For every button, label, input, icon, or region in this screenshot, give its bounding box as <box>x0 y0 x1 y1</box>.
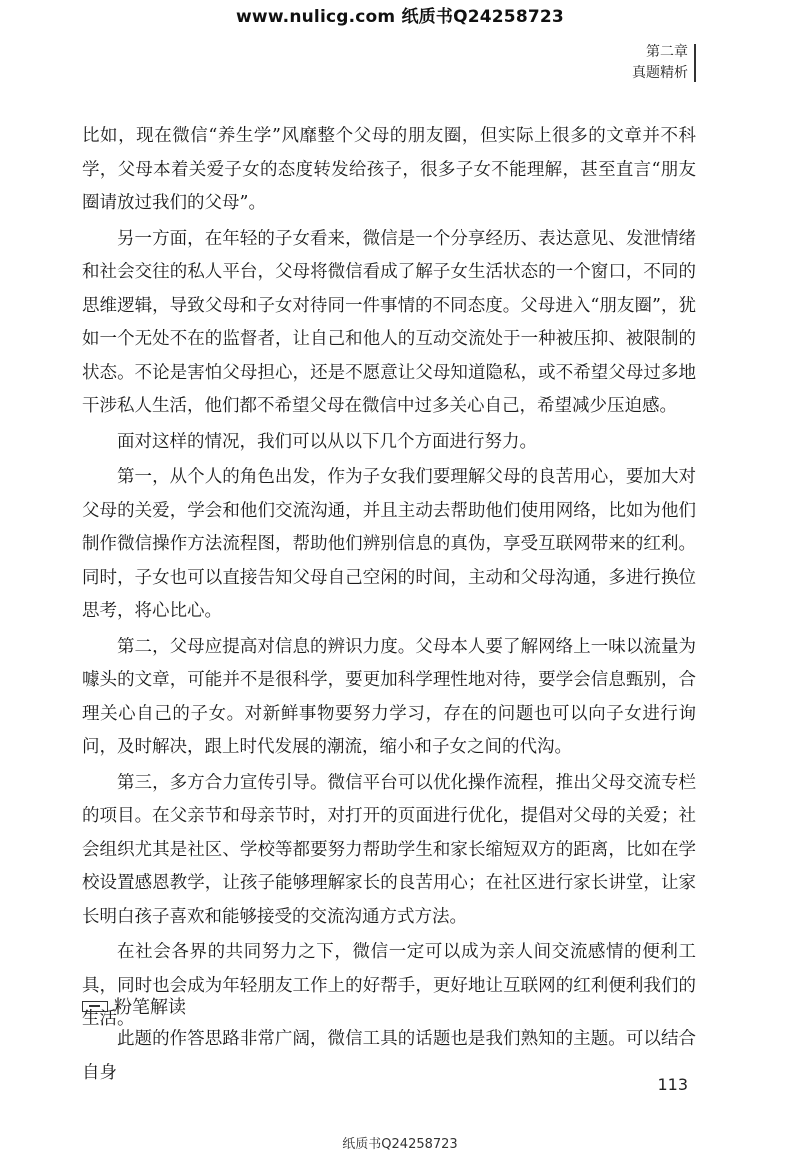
paragraph: 第二，父母应提高对信息的辨识力度。父母本人要了解网络上一味以流量为噱头的文章，可能并不是很科学，要更加科学理性地对待，要学会信息甄别，合理关心自己的子女。对新鲜事物要努力学习，存在的问题也可以向子女进行询问，及时解决，跟上时代发展的潮流，缩小和子女之间的代沟。 <box>82 636 696 757</box>
paragraph: 在社会各界的共同努力之下，微信一定可以成为亲人间交流感情的便利工具，同时也会成为年轻朋友工作上的好帮手，更好地让互联网的红利便利我们的生活。 <box>82 942 696 1029</box>
bottom-watermark: 纸质书Q24258723 <box>342 1137 458 1152</box>
paragraph: 此题的作答思路非常广阔，微信工具的话题也是我们熟知的主题。可以结合自身 <box>82 1029 696 1083</box>
section-heading <box>82 993 186 1019</box>
section-title: 粉笔解读 <box>114 997 186 1018</box>
paragraph: 另一方面，在年轻的子女看来，微信是一个分享经历、表达意见、发泄情绪和社会交往的私人平台，父母将微信看成了解子女生活状态的一个窗口，不同的思维逻辑，导致父母和子女对待同一件事情的不同态度。父母进入“朋友圈”，犹如一个无处不在的监督者，让自己和他人的互动交流处于一种被压抑、被限制的状态。不论是害怕父母担心，还是不愿意让父母知道隐私，或不希望父母过多地干涉私人生活，他们都不希望父母在微信中过多关心自己，希望减少压迫感。 <box>82 228 696 416</box>
running-head-rule <box>694 44 696 82</box>
section-body <box>82 1023 696 1090</box>
paragraph: 面对这样的情况，我们可以从以下几个方面进行努力。 <box>117 431 537 452</box>
paragraph: 比如，现在微信“养生学”风靡整个父母的朋友圈，但实际上很多的文章并不科学，父母本着关爱子女的态度转发给孩子，很多子女不能理解，甚至直言“朋友圈请放过我们的父母”。 <box>82 126 696 213</box>
chapter-subtitle: 真题精析 <box>632 65 688 81</box>
paragraph: 第三，多方合力宣传引导。微信平台可以优化操作流程，推出父母交流专栏的项目。在父亲节和母亲节时，对打开的页面进行优化，提倡对父母的关爱；社会组织尤其是社区、学校等都要努力帮助学生和家长缩短双方的距离，比如在学校设置感恩教学，让孩子能够理解家长的良苦用心；在社区进行家长讲堂，让家长明白孩子喜欢和能够接受的交流沟通方式方法。 <box>82 772 696 927</box>
running-head <box>632 42 688 84</box>
top-watermark: www.nulicg.com 纸质书Q24258723 <box>236 7 564 27</box>
section-marker-icon <box>82 1001 108 1012</box>
page-number: 113 <box>657 1075 688 1094</box>
paragraph: 第一，从个人的角色出发，作为子女我们要理解父母的良苦用心，要加大对父母的关爱，学会和他们交流沟通，并且主动去帮助他们使用网络，比如为他们制作微信操作方法流程图，帮助他们辨别信息的真伪，享受互联网带来的红利。同时，子女也可以直接告知父母自己空闲的时间，主动和父母沟通，多进行换位思考，将心比心。 <box>82 467 696 621</box>
chapter-label: 第二章 <box>646 44 688 60</box>
body-text <box>82 120 696 1037</box>
